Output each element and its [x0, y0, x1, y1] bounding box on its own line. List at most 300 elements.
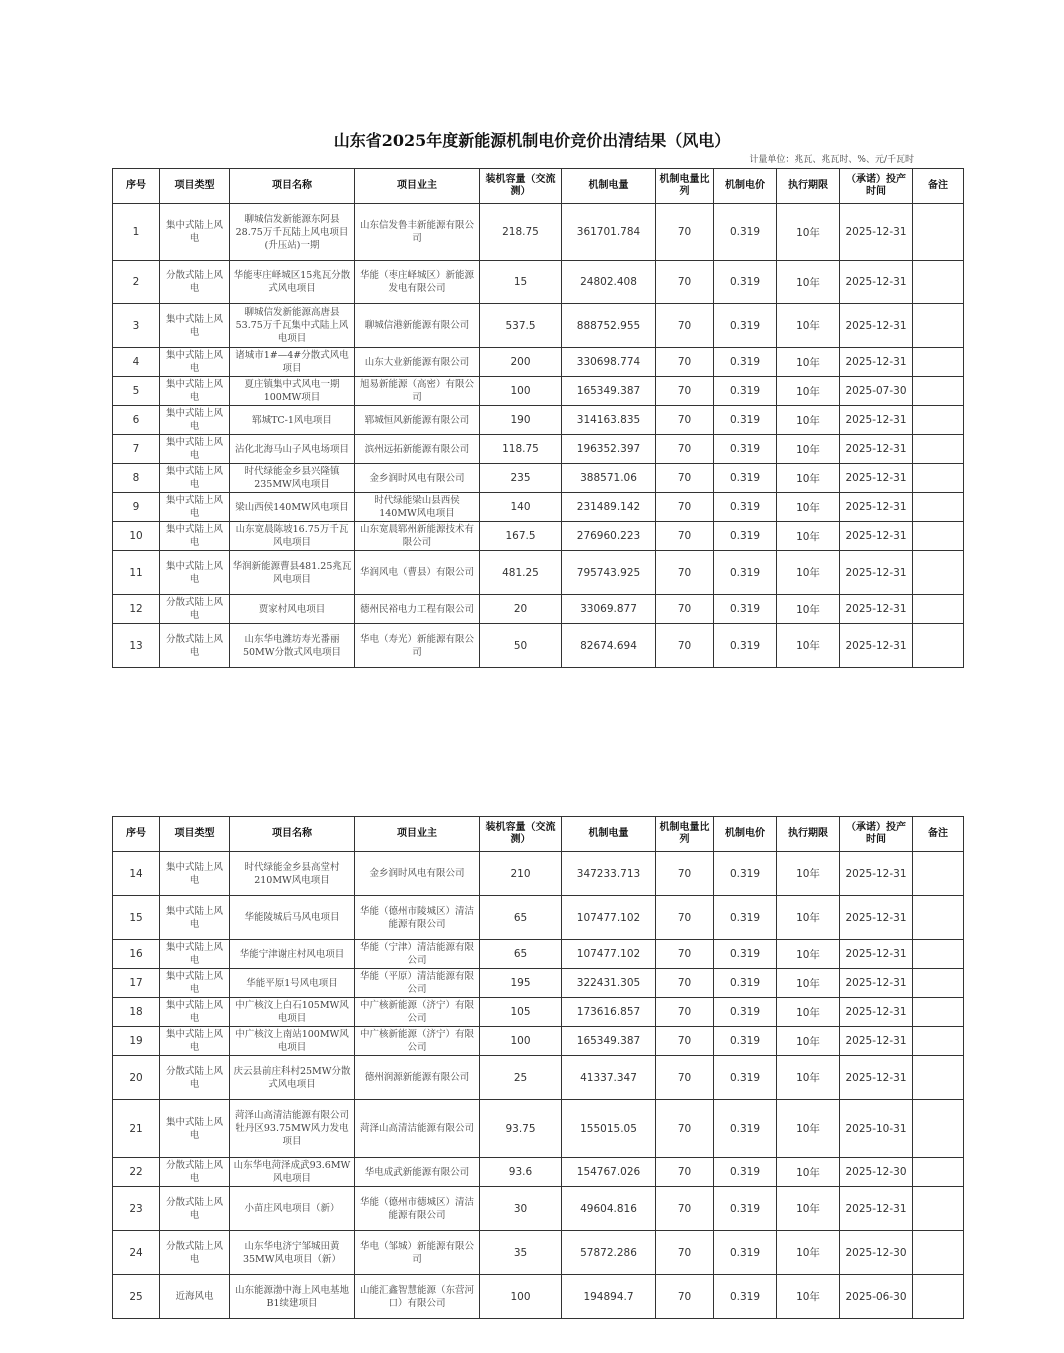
cell-capacity: 100	[480, 1275, 562, 1319]
cell-date: 2025-12-31	[840, 464, 913, 493]
cell-price: 0.319	[714, 998, 777, 1027]
cell-term: 10年	[777, 998, 840, 1027]
cell-term: 10年	[777, 261, 840, 304]
cell-ratio: 70	[656, 940, 714, 969]
cell-owner: 华能（德州市德城区）清洁能源有限公司	[355, 1187, 480, 1231]
cell-capacity: 537.5	[480, 304, 562, 348]
cell-term: 10年	[777, 1100, 840, 1158]
cell-owner: 山东大业新能源有限公司	[355, 348, 480, 377]
cell-index: 20	[113, 1056, 160, 1100]
cell-ratio: 70	[656, 261, 714, 304]
col-header-index: 序号	[113, 817, 160, 852]
cell-remark	[913, 204, 964, 261]
cell-energy: 41337.347	[562, 1056, 656, 1100]
cell-owner: 德州润源新能源有限公司	[355, 1056, 480, 1100]
cell-owner: 时代绿能梁山县西侯140MW风电项目	[355, 493, 480, 522]
table-row	[113, 1158, 964, 1187]
cell-owner: 滨州远拓新能源有限公司	[355, 435, 480, 464]
cell-ratio: 70	[656, 852, 714, 896]
cell-price: 0.319	[714, 940, 777, 969]
cell-term: 10年	[777, 1027, 840, 1056]
cell-price: 0.319	[714, 1231, 777, 1275]
cell-name: 华能平原1号风电项目	[230, 969, 355, 998]
cell-date: 2025-12-31	[840, 551, 913, 595]
cell-price: 0.319	[714, 969, 777, 998]
cell-date: 2025-12-31	[840, 1027, 913, 1056]
table-row	[113, 595, 964, 624]
cell-energy: 24802.408	[562, 261, 656, 304]
cell-energy: 107477.102	[562, 940, 656, 969]
cell-name: 小苗庄风电项目（新）	[230, 1187, 355, 1231]
cell-capacity: 65	[480, 896, 562, 940]
cell-remark	[913, 348, 964, 377]
cell-ratio: 70	[656, 464, 714, 493]
cell-capacity: 200	[480, 348, 562, 377]
table-row	[113, 940, 964, 969]
cell-energy: 194894.7	[562, 1275, 656, 1319]
cell-term: 10年	[777, 896, 840, 940]
table-row	[113, 522, 964, 551]
cell-name: 贾家村风电项目	[230, 595, 355, 624]
cell-energy: 155015.05	[562, 1100, 656, 1158]
cell-energy: 330698.774	[562, 348, 656, 377]
cell-price: 0.319	[714, 406, 777, 435]
cell-owner: 聊城信港新能源有限公司	[355, 304, 480, 348]
cell-ratio: 70	[656, 1231, 714, 1275]
cell-index: 4	[113, 348, 160, 377]
cell-remark	[913, 406, 964, 435]
cell-term: 10年	[777, 348, 840, 377]
cell-index: 16	[113, 940, 160, 969]
cell-name: 山东能源渤中海上风电基地B1续建项目	[230, 1275, 355, 1319]
cell-capacity: 15	[480, 261, 562, 304]
cell-energy: 361701.784	[562, 204, 656, 261]
cell-type: 分散式陆上风电	[160, 595, 230, 624]
cell-ratio: 70	[656, 551, 714, 595]
cell-remark	[913, 852, 964, 896]
cell-ratio: 70	[656, 896, 714, 940]
cell-term: 10年	[777, 1231, 840, 1275]
cell-energy: 33069.877	[562, 595, 656, 624]
col-header-owner: 项目业主	[355, 817, 480, 852]
cell-type: 集中式陆上风电	[160, 551, 230, 595]
cell-capacity: 218.75	[480, 204, 562, 261]
cell-term: 10年	[777, 551, 840, 595]
cell-term: 10年	[777, 493, 840, 522]
cell-type: 集中式陆上风电	[160, 377, 230, 406]
cell-date: 2025-12-31	[840, 406, 913, 435]
col-header-term: 执行期限	[777, 169, 840, 204]
table-row	[113, 1231, 964, 1275]
table-header-row	[113, 817, 964, 852]
cell-name: 沾化北海马山子风电场项目	[230, 435, 355, 464]
cell-price: 0.319	[714, 896, 777, 940]
cell-ratio: 70	[656, 998, 714, 1027]
cell-remark	[913, 1231, 964, 1275]
cell-energy: 231489.142	[562, 493, 656, 522]
col-header-remark: 备注	[913, 169, 964, 204]
cell-type: 分散式陆上风电	[160, 261, 230, 304]
cell-energy: 795743.925	[562, 551, 656, 595]
cell-type: 近海风电	[160, 1275, 230, 1319]
cell-name: 郓城TC-1风电项目	[230, 406, 355, 435]
cell-date: 2025-12-30	[840, 1231, 913, 1275]
cell-ratio: 70	[656, 1056, 714, 1100]
cell-name: 聊城信发新能源高唐县53.75万千瓦集中式陆上风电项目	[230, 304, 355, 348]
cell-term: 10年	[777, 624, 840, 668]
cell-term: 10年	[777, 969, 840, 998]
cell-type: 分散式陆上风电	[160, 624, 230, 668]
cell-date: 2025-12-31	[840, 1056, 913, 1100]
cell-name: 时代绿能金乡县高堂村210MW风电项目	[230, 852, 355, 896]
cell-index: 2	[113, 261, 160, 304]
cell-name: 时代绿能金乡县兴隆镇235MW风电项目	[230, 464, 355, 493]
cell-remark	[913, 1158, 964, 1187]
cell-type: 分散式陆上风电	[160, 1187, 230, 1231]
cell-remark	[913, 1056, 964, 1100]
cell-term: 10年	[777, 595, 840, 624]
col-header-energy: 机制电量	[562, 817, 656, 852]
cell-index: 1	[113, 204, 160, 261]
cell-ratio: 70	[656, 624, 714, 668]
col-header-index: 序号	[113, 169, 160, 204]
cell-name: 中广核汶上白石105MW风电项目	[230, 998, 355, 1027]
cell-remark	[913, 304, 964, 348]
cell-date: 2025-12-31	[840, 624, 913, 668]
cell-type: 集中式陆上风电	[160, 464, 230, 493]
cell-price: 0.319	[714, 348, 777, 377]
cell-owner: 华能（平原）清洁能源有限公司	[355, 969, 480, 998]
cell-capacity: 235	[480, 464, 562, 493]
cell-index: 15	[113, 896, 160, 940]
cell-remark	[913, 1027, 964, 1056]
col-header-date: （承诺）投产时间	[840, 817, 913, 852]
cell-ratio: 70	[656, 1100, 714, 1158]
cell-index: 23	[113, 1187, 160, 1231]
cell-type: 集中式陆上风电	[160, 1100, 230, 1158]
cell-ratio: 70	[656, 377, 714, 406]
cell-index: 25	[113, 1275, 160, 1319]
cell-capacity: 195	[480, 969, 562, 998]
cell-ratio: 70	[656, 1027, 714, 1056]
cell-capacity: 25	[480, 1056, 562, 1100]
cell-term: 10年	[777, 852, 840, 896]
cell-index: 24	[113, 1231, 160, 1275]
cell-capacity: 105	[480, 998, 562, 1027]
cell-type: 集中式陆上风电	[160, 204, 230, 261]
cell-owner: 华电（邹城）新能源有限公司	[355, 1231, 480, 1275]
table-row	[113, 204, 964, 261]
cell-owner: 华电成武新能源有限公司	[355, 1158, 480, 1187]
cell-type: 分散式陆上风电	[160, 1231, 230, 1275]
cell-ratio: 70	[656, 1275, 714, 1319]
col-header-name: 项目名称	[230, 169, 355, 204]
cell-price: 0.319	[714, 551, 777, 595]
cell-type: 集中式陆上风电	[160, 493, 230, 522]
cell-owner: 华能（宁津）清洁能源有限公司	[355, 940, 480, 969]
cell-capacity: 30	[480, 1187, 562, 1231]
cell-owner: 德州民裕电力工程有限公司	[355, 595, 480, 624]
cell-energy: 347233.713	[562, 852, 656, 896]
col-header-energy: 机制电量	[562, 169, 656, 204]
cell-term: 10年	[777, 1158, 840, 1187]
cell-index: 6	[113, 406, 160, 435]
cell-index: 17	[113, 969, 160, 998]
table-row	[113, 493, 964, 522]
cell-term: 10年	[777, 204, 840, 261]
cell-ratio: 70	[656, 969, 714, 998]
cell-remark	[913, 969, 964, 998]
cell-index: 11	[113, 551, 160, 595]
cell-index: 10	[113, 522, 160, 551]
cell-index: 3	[113, 304, 160, 348]
cell-capacity: 20	[480, 595, 562, 624]
cell-date: 2025-12-31	[840, 852, 913, 896]
cell-energy: 888752.955	[562, 304, 656, 348]
cell-index: 13	[113, 624, 160, 668]
cell-name: 菏泽山高清洁能源有限公司牡丹区93.75MW风力发电项目	[230, 1100, 355, 1158]
cell-term: 10年	[777, 1056, 840, 1100]
cell-remark	[913, 522, 964, 551]
cell-capacity: 65	[480, 940, 562, 969]
cell-price: 0.319	[714, 1027, 777, 1056]
cell-owner: 中广核新能源（济宁）有限公司	[355, 1027, 480, 1056]
cell-ratio: 70	[656, 406, 714, 435]
cell-energy: 154767.026	[562, 1158, 656, 1187]
cell-name: 华能枣庄峄城区15兆瓦分散式风电项目	[230, 261, 355, 304]
cell-remark	[913, 896, 964, 940]
table-row	[113, 852, 964, 896]
cell-name: 山东华电菏泽成武93.6MW风电项目	[230, 1158, 355, 1187]
table-header-row	[113, 169, 964, 204]
cell-capacity: 93.75	[480, 1100, 562, 1158]
cell-price: 0.319	[714, 204, 777, 261]
cell-energy: 276960.223	[562, 522, 656, 551]
cell-energy: 388571.06	[562, 464, 656, 493]
table-row	[113, 464, 964, 493]
cell-name: 山东华电济宁邹城田黄35MW风电项目（新）	[230, 1231, 355, 1275]
cell-name: 梁山西侯140MW风电项目	[230, 493, 355, 522]
col-header-ratio: 机制电量比列	[656, 817, 714, 852]
cell-price: 0.319	[714, 852, 777, 896]
cell-capacity: 100	[480, 377, 562, 406]
cell-name: 庆云县前庄科村25MW分散式风电项目	[230, 1056, 355, 1100]
col-header-capacity: 装机容量（交流测）	[480, 169, 562, 204]
table-row	[113, 1027, 964, 1056]
cell-term: 10年	[777, 464, 840, 493]
cell-energy: 165349.387	[562, 377, 656, 406]
cell-price: 0.319	[714, 1100, 777, 1158]
col-header-ratio: 机制电量比列	[656, 169, 714, 204]
cell-index: 5	[113, 377, 160, 406]
col-header-remark: 备注	[913, 817, 964, 852]
cell-name: 山东华电潍坊寿光番丽50MW分散式风电项目	[230, 624, 355, 668]
cell-energy: 49604.816	[562, 1187, 656, 1231]
cell-remark	[913, 435, 964, 464]
cell-date: 2025-12-31	[840, 1187, 913, 1231]
cell-type: 集中式陆上风电	[160, 435, 230, 464]
cell-ratio: 70	[656, 348, 714, 377]
cell-term: 10年	[777, 522, 840, 551]
cell-name: 华润新能源曹县481.25兆瓦风电项目	[230, 551, 355, 595]
cell-type: 集中式陆上风电	[160, 348, 230, 377]
results-table-1	[112, 168, 964, 668]
cell-capacity: 50	[480, 624, 562, 668]
cell-owner: 金乡润时风电有限公司	[355, 464, 480, 493]
cell-remark	[913, 595, 964, 624]
cell-owner: 中广核新能源（济宁）有限公司	[355, 998, 480, 1027]
cell-owner: 山东信发鲁丰新能源有限公司	[355, 204, 480, 261]
cell-term: 10年	[777, 406, 840, 435]
cell-ratio: 70	[656, 435, 714, 464]
unit-note: 计量单位：兆瓦、兆瓦时、%、元/千瓦时	[749, 155, 914, 165]
cell-ratio: 70	[656, 204, 714, 261]
col-header-type: 项目类型	[160, 817, 230, 852]
cell-capacity: 100	[480, 1027, 562, 1056]
cell-date: 2025-12-31	[840, 595, 913, 624]
table-row	[113, 1100, 964, 1158]
col-header-type: 项目类型	[160, 169, 230, 204]
cell-price: 0.319	[714, 493, 777, 522]
cell-index: 7	[113, 435, 160, 464]
cell-type: 集中式陆上风电	[160, 896, 230, 940]
cell-name: 华能陵城后马风电项目	[230, 896, 355, 940]
cell-term: 10年	[777, 1187, 840, 1231]
table-row	[113, 1056, 964, 1100]
cell-owner: 郓城恒风新能源有限公司	[355, 406, 480, 435]
cell-remark	[913, 261, 964, 304]
cell-owner: 山东宽晨郓州新能源技术有限公司	[355, 522, 480, 551]
cell-owner: 金乡润时风电有限公司	[355, 852, 480, 896]
cell-price: 0.319	[714, 1158, 777, 1187]
cell-type: 分散式陆上风电	[160, 1158, 230, 1187]
cell-date: 2025-07-30	[840, 377, 913, 406]
cell-remark	[913, 551, 964, 595]
cell-type: 集中式陆上风电	[160, 940, 230, 969]
cell-energy: 82674.694	[562, 624, 656, 668]
cell-capacity: 35	[480, 1231, 562, 1275]
cell-ratio: 70	[656, 304, 714, 348]
cell-date: 2025-06-30	[840, 1275, 913, 1319]
cell-remark	[913, 940, 964, 969]
cell-term: 10年	[777, 1275, 840, 1319]
cell-ratio: 70	[656, 1158, 714, 1187]
cell-type: 集中式陆上风电	[160, 304, 230, 348]
cell-index: 8	[113, 464, 160, 493]
cell-remark	[913, 1187, 964, 1231]
cell-index: 21	[113, 1100, 160, 1158]
cell-remark	[913, 1100, 964, 1158]
table-row	[113, 896, 964, 940]
table-row	[113, 377, 964, 406]
col-header-owner: 项目业主	[355, 169, 480, 204]
cell-date: 2025-12-31	[840, 522, 913, 551]
cell-energy: 107477.102	[562, 896, 656, 940]
cell-owner: 华电（寿光）新能源有限公司	[355, 624, 480, 668]
cell-capacity: 140	[480, 493, 562, 522]
cell-date: 2025-12-31	[840, 940, 913, 969]
cell-energy: 165349.387	[562, 1027, 656, 1056]
cell-price: 0.319	[714, 464, 777, 493]
cell-capacity: 481.25	[480, 551, 562, 595]
cell-price: 0.319	[714, 1187, 777, 1231]
cell-name: 夏庄镇集中式风电一期100MW项目	[230, 377, 355, 406]
cell-remark	[913, 377, 964, 406]
cell-remark	[913, 624, 964, 668]
cell-date: 2025-12-31	[840, 493, 913, 522]
cell-date: 2025-12-31	[840, 896, 913, 940]
cell-remark	[913, 464, 964, 493]
cell-date: 2025-12-31	[840, 204, 913, 261]
col-header-term: 执行期限	[777, 817, 840, 852]
cell-index: 22	[113, 1158, 160, 1187]
cell-index: 19	[113, 1027, 160, 1056]
results-table-2	[112, 816, 964, 1319]
cell-energy: 57872.286	[562, 1231, 656, 1275]
col-header-price: 机制电价	[714, 169, 777, 204]
table-row	[113, 406, 964, 435]
cell-index: 12	[113, 595, 160, 624]
cell-type: 集中式陆上风电	[160, 998, 230, 1027]
cell-remark	[913, 493, 964, 522]
table-row	[113, 551, 964, 595]
cell-date: 2025-12-31	[840, 969, 913, 998]
cell-price: 0.319	[714, 261, 777, 304]
table-row	[113, 1275, 964, 1319]
cell-owner: 华能（德州市陵城区）清洁能源有限公司	[355, 896, 480, 940]
table-row	[113, 348, 964, 377]
cell-date: 2025-12-31	[840, 348, 913, 377]
cell-price: 0.319	[714, 435, 777, 464]
cell-name: 华能宁津谢庄村风电项目	[230, 940, 355, 969]
cell-date: 2025-10-31	[840, 1100, 913, 1158]
cell-ratio: 70	[656, 522, 714, 551]
cell-type: 集中式陆上风电	[160, 1027, 230, 1056]
cell-energy: 314163.835	[562, 406, 656, 435]
cell-remark	[913, 998, 964, 1027]
cell-price: 0.319	[714, 1275, 777, 1319]
cell-date: 2025-12-30	[840, 1158, 913, 1187]
cell-ratio: 70	[656, 493, 714, 522]
cell-price: 0.319	[714, 1056, 777, 1100]
table-row	[113, 998, 964, 1027]
table-row	[113, 304, 964, 348]
cell-type: 集中式陆上风电	[160, 852, 230, 896]
cell-price: 0.319	[714, 522, 777, 551]
cell-date: 2025-12-31	[840, 304, 913, 348]
table-row	[113, 1187, 964, 1231]
col-header-name: 项目名称	[230, 817, 355, 852]
cell-capacity: 210	[480, 852, 562, 896]
table-row	[113, 261, 964, 304]
cell-energy: 196352.397	[562, 435, 656, 464]
cell-term: 10年	[777, 435, 840, 464]
cell-price: 0.319	[714, 377, 777, 406]
cell-price: 0.319	[714, 304, 777, 348]
cell-capacity: 118.75	[480, 435, 562, 464]
cell-ratio: 70	[656, 1187, 714, 1231]
cell-type: 集中式陆上风电	[160, 406, 230, 435]
col-header-date: （承诺）投产时间	[840, 169, 913, 204]
cell-term: 10年	[777, 304, 840, 348]
cell-ratio: 70	[656, 595, 714, 624]
cell-price: 0.319	[714, 595, 777, 624]
cell-energy: 173616.857	[562, 998, 656, 1027]
cell-remark	[913, 1275, 964, 1319]
col-header-capacity: 装机容量（交流测）	[480, 817, 562, 852]
cell-owner: 菏泽山高清洁能源有限公司	[355, 1100, 480, 1158]
cell-owner: 山能汇鑫智慧能源（东营河口）有限公司	[355, 1275, 480, 1319]
